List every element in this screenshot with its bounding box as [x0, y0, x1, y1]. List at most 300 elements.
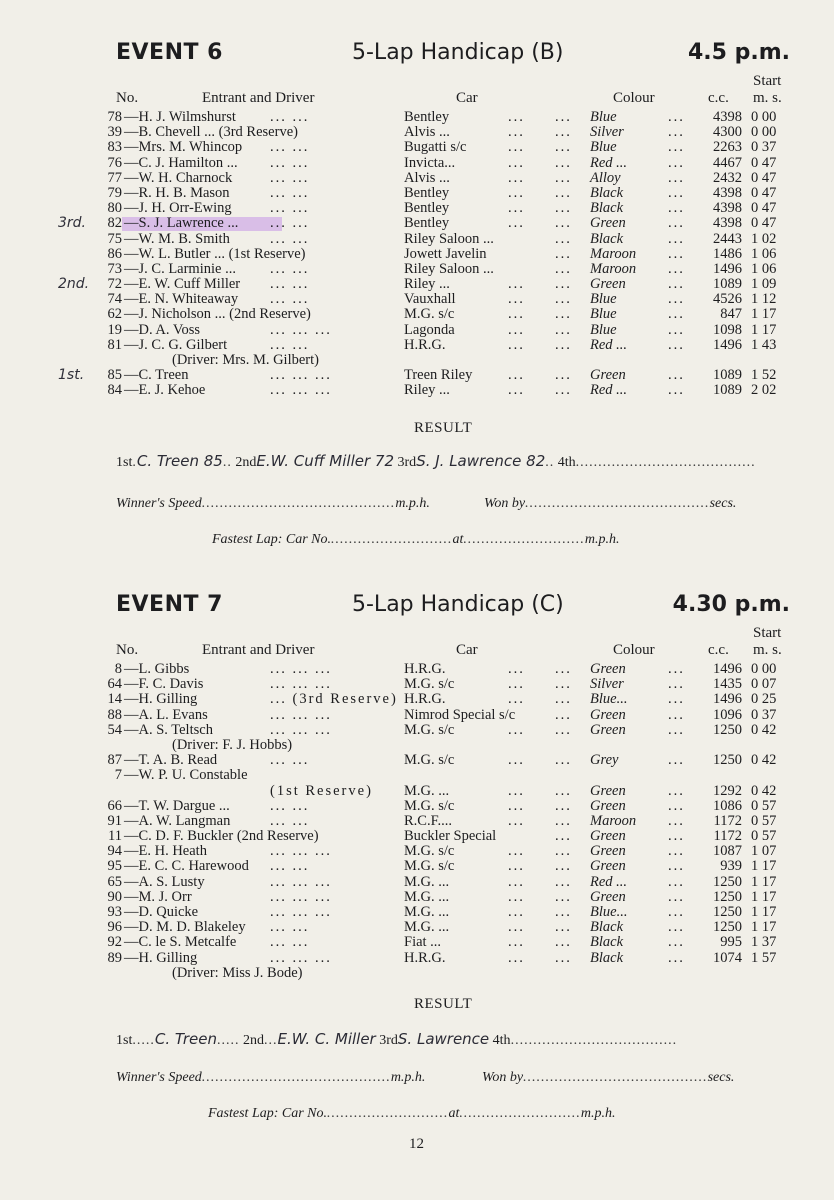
entry-number: 84 [107, 382, 122, 399]
leader-dots: ... [668, 949, 685, 966]
leader-dots: ... [508, 843, 525, 860]
fastest-lap-label: Fastest Lap: Car No. [212, 532, 332, 547]
car-colour: Maroon [590, 245, 637, 262]
entrant-name: —W. H. Charnock [124, 169, 233, 186]
entry-number: 66 [107, 797, 122, 814]
start-time: 1 52 [751, 367, 777, 384]
car-colour: Green [590, 828, 626, 845]
start-time: 0 47 [751, 184, 777, 201]
leader-dots: ... ... [270, 797, 310, 814]
start-time: 1 06 [751, 245, 777, 262]
event-6-result-title: RESULT [414, 420, 473, 436]
entry-number: 96 [107, 919, 122, 936]
engine-cc: 995 [720, 934, 742, 951]
leader-dots: ... [668, 230, 685, 247]
engine-cc: 4300 [713, 124, 742, 141]
table-row [0, 156, 834, 171]
leader-dots: ... [668, 812, 685, 829]
car-colour: Red ... [590, 382, 628, 399]
leader-dots: ... [668, 858, 685, 875]
leader-dots: ... [668, 904, 685, 921]
entry-number: 94 [107, 843, 122, 860]
third-label: 3rd [397, 455, 417, 470]
engine-cc: 4398 [713, 109, 742, 125]
leader-dots: ... [555, 321, 572, 338]
leader-dots: ... [555, 124, 572, 141]
table-row [0, 247, 834, 262]
leader-dots: ... [508, 919, 525, 936]
leader-dots: ... [555, 752, 572, 769]
engine-cc: 1496 [713, 661, 742, 677]
leader-dots: ... [668, 843, 685, 860]
leader-dots: ... [555, 661, 572, 677]
car-colour: Green [590, 797, 626, 814]
leader-dots: ... [555, 169, 572, 186]
table-row [0, 723, 834, 753]
leader-dots: ... [555, 828, 572, 845]
leader-dots: ... [508, 949, 525, 966]
first-label: 1st [116, 1033, 133, 1048]
car-name: Riley Saloon ... [404, 260, 494, 277]
engine-cc: 1086 [713, 797, 742, 814]
leader-dots: ... ... [270, 276, 310, 293]
leader-dots: ... [668, 873, 685, 890]
engine-cc: 4526 [713, 291, 742, 308]
car-name: M.G. s/c [404, 721, 455, 738]
event-6-section [0, 40, 834, 399]
leader-dots: ... [668, 154, 685, 171]
leader-dots: ... [508, 200, 525, 217]
car-colour: Red ... [590, 154, 628, 171]
engine-cc: 4398 [713, 200, 742, 217]
start-time: 1 09 [751, 276, 777, 293]
start-time: 0 42 [751, 752, 777, 769]
leader-dots: ... ... [270, 169, 310, 186]
leader-dots: ... [508, 873, 525, 890]
leader-dots: ... ... ... [270, 367, 332, 384]
leader-dots: ... ... ... [270, 676, 332, 693]
leader-dots: ... [555, 184, 572, 201]
leader-dots: ... [555, 949, 572, 966]
car-name: M.G. s/c [404, 843, 455, 860]
car-colour: Blue [590, 321, 617, 338]
entry-number: 54 [107, 721, 122, 738]
driver-note: (Driver: Mrs. M. Gilbert) [172, 352, 319, 368]
start-time: 0 07 [751, 676, 777, 693]
entrant-name: —J. Nicholson ... (2nd Reserve) [124, 306, 311, 323]
event-6-title: EVENT 6 [116, 40, 223, 65]
leader-dots: ... [508, 276, 525, 293]
entrant-name: —H. Gilling [124, 949, 198, 966]
leader-dots: ... [508, 888, 525, 905]
entrant-name: —W. M. B. Smith [124, 230, 230, 247]
entry-number: 80 [107, 200, 122, 217]
entry-number: 85 [107, 367, 122, 384]
leader-dots: ... ... [270, 109, 310, 125]
entry-number: 79 [107, 184, 122, 201]
entrant-name: —A. S. Teltsch [124, 721, 213, 738]
leader-dots: ... [668, 336, 685, 353]
entrant-name: —D. M. D. Blakeley [124, 919, 246, 936]
table-row [0, 875, 834, 890]
leader-dots: ... ... [270, 934, 310, 951]
start-time: 1 17 [751, 858, 777, 875]
leader-dots: ... [555, 291, 572, 308]
event-7-column-headers [0, 625, 834, 662]
entry-number: 19 [107, 321, 122, 338]
entry-number: 95 [107, 858, 122, 875]
event-6-entry-list [0, 110, 834, 399]
leader-dots: ... [508, 782, 525, 799]
engine-cc: 1292 [713, 782, 742, 799]
start-time: 1 12 [751, 291, 777, 308]
car-name: Riley Saloon ... [404, 230, 494, 247]
leader-dots: ... [668, 691, 685, 708]
event-7-section [0, 592, 834, 981]
car-name: Treen Riley [404, 367, 473, 384]
engine-cc: 1098 [713, 321, 742, 338]
won-by-label: Won by [484, 496, 526, 511]
leader-dots: ... [668, 184, 685, 201]
entry-number: 7 [114, 767, 122, 784]
start-time: 0 37 [751, 706, 777, 723]
engine-cc: 1250 [713, 919, 742, 936]
event-7-result-title: RESULT [414, 996, 473, 1012]
leader-dots: ... [555, 691, 572, 708]
entrant-name: —B. Chevell ... (3rd Reserve) [124, 124, 298, 141]
entry-number: 8 [114, 661, 122, 677]
leader-dots: ... [668, 321, 685, 338]
leader-dots: ... [508, 797, 525, 814]
car-name: Bentley [404, 215, 450, 232]
table-row [0, 125, 834, 140]
entry-number: 78 [107, 109, 122, 125]
handwritten-placing: 1st. [58, 367, 85, 384]
entry-number: 39 [107, 124, 122, 141]
entry-number: 77 [107, 169, 122, 186]
car-name: M.G. s/c [404, 306, 455, 323]
start-time: 0 47 [751, 169, 777, 186]
header-colour: Colour [613, 90, 655, 106]
car-colour: Grey [590, 752, 619, 769]
mph-label-2: m.p.h. [580, 1106, 616, 1121]
leader-dots: ... ... ... [270, 873, 332, 890]
table-row [0, 799, 834, 814]
leader-dots: ... [508, 154, 525, 171]
leader-dots: ... [508, 382, 525, 399]
leader-dots: ... [508, 321, 525, 338]
engine-cc: 1172 [713, 828, 742, 845]
car-name: H.R.G. [404, 336, 446, 353]
table-row [0, 201, 834, 216]
car-name: Alvis ... [404, 124, 450, 141]
header-colour: Colour [613, 642, 655, 658]
table-row [0, 338, 834, 368]
at-label: at [452, 532, 464, 547]
car-colour: Maroon [590, 812, 637, 829]
event-7-fastest-lap: Fastest Lap: Car No............................at...........................m.p.h. [208, 1106, 616, 1121]
leader-dots: ... ... ... [270, 904, 332, 921]
table-row [0, 905, 834, 920]
car-name: Bentley [404, 200, 450, 217]
leader-dots: ... [508, 139, 525, 156]
car-colour: Blue [590, 139, 617, 156]
leader-dots: ... ... [270, 230, 310, 247]
car-name: R.C.F.... [404, 812, 452, 829]
car-colour: Blue [590, 306, 617, 323]
header-ms: m. s. [753, 90, 782, 106]
leader-dots: ... [555, 336, 572, 353]
leader-dots: ... [668, 215, 685, 232]
header-car: Car [456, 90, 478, 106]
table-row [0, 277, 834, 292]
car-colour: Silver [590, 124, 624, 141]
start-time: 1 37 [751, 934, 777, 951]
table-row [0, 814, 834, 829]
start-time: 1 17 [751, 888, 777, 905]
leader-dots: ... ... [270, 139, 310, 156]
page-number: 12 [409, 1136, 424, 1152]
leader-dots: ... [555, 245, 572, 262]
event-7-won-by: Won by.........................................secs. [482, 1070, 735, 1085]
car-colour: Blue... [590, 904, 628, 921]
engine-cc: 4398 [713, 184, 742, 201]
entrant-name: —W. L. Butler ... (1st Reserve) [124, 245, 306, 262]
start-time: 0 47 [751, 215, 777, 232]
table-row [0, 662, 834, 677]
leader-dots: ... [555, 888, 572, 905]
leader-dots: ... [508, 676, 525, 693]
car-colour: Black [590, 230, 624, 247]
engine-cc: 1496 [713, 691, 742, 708]
event-7-time: 4.30 p.m. [672, 592, 790, 617]
leader-dots: ... [555, 843, 572, 860]
first-label: 1st [116, 455, 133, 470]
entrant-name: —A. S. Lusty [124, 873, 205, 890]
leader-dots: ... [508, 752, 525, 769]
car-colour: Green [590, 782, 626, 799]
car-colour: Red ... [590, 873, 628, 890]
car-name: M.G. s/c [404, 858, 455, 875]
car-name: Jowett Javelin [404, 245, 487, 262]
header-no: No. [116, 90, 139, 106]
leader-dots: ... [555, 367, 572, 384]
car-name: Bentley [404, 109, 450, 125]
engine-cc: 1250 [713, 904, 742, 921]
leader-dots: ... [508, 812, 525, 829]
car-name: M.G. s/c [404, 752, 455, 769]
table-row [0, 216, 834, 231]
entry-number: 89 [107, 949, 122, 966]
event-7-winner-speed: Winner's Speed..........................................m.p.h. [116, 1070, 426, 1085]
header-cc: c.c. [708, 642, 729, 658]
leader-dots: ... [668, 109, 685, 125]
start-time: 1 06 [751, 260, 777, 277]
start-time: 0 37 [751, 139, 777, 156]
leader-dots: ... [555, 934, 572, 951]
event-6-placings: 1st.C. Treen 85.. 2ndE.W. Cuff Miller 72 3rdS. J. Lawrence 82.. 4th........................................ [116, 452, 756, 470]
entrant-name: —H. Gilling [124, 691, 198, 708]
engine-cc: 4398 [713, 215, 742, 232]
entrant-name: —H. J. Wilmshurst [124, 109, 236, 125]
entrant-name: —E. N. Whiteaway [124, 291, 239, 308]
leader-dots: ... [668, 797, 685, 814]
car-name: Alvis ... [404, 169, 450, 186]
event-6-winner-speed: Winner's Speed...........................................m.p.h. [116, 496, 430, 511]
engine-cc: 1250 [713, 873, 742, 890]
entrant-name: —C. J. Hamilton ... [124, 154, 238, 171]
car-colour: Maroon [590, 260, 637, 277]
leader-dots: ... [508, 904, 525, 921]
start-time: 0 00 [751, 124, 777, 141]
start-time: 1 17 [751, 904, 777, 921]
engine-cc: 1250 [713, 721, 742, 738]
table-row [0, 920, 834, 935]
leader-dots: ... [668, 752, 685, 769]
entrant-name: —M. J. Orr [124, 888, 192, 905]
engine-cc: 2443 [713, 230, 742, 247]
entrant-name: —L. Gibbs [124, 661, 190, 677]
third-place: S. Lawrence [397, 1030, 490, 1048]
leader-dots: ... [555, 215, 572, 232]
winner-speed-label: Winner's Speed [116, 496, 202, 511]
car-colour: Green [590, 706, 626, 723]
car-colour: Black [590, 919, 624, 936]
table-row [0, 890, 834, 905]
start-time: 1 17 [751, 306, 777, 323]
car-name: H.R.G. [404, 661, 446, 677]
start-time: 1 17 [751, 919, 777, 936]
leader-dots: ... ... ... [270, 721, 332, 738]
car-name: M.G. ... [404, 888, 450, 905]
at-label: at [448, 1106, 460, 1121]
entry-number: 82 [107, 215, 122, 232]
table-row [0, 844, 834, 859]
car-colour: Green [590, 367, 626, 384]
leader-dots: ... [555, 797, 572, 814]
leader-dots: ... ... [270, 215, 310, 232]
first-place: C. Treen 85 [136, 452, 223, 470]
leader-dots: ... ... [270, 184, 310, 201]
entrant-name: —E. J. Kehoe [124, 382, 206, 399]
car-name: M.G. ... [404, 904, 450, 921]
third-label: 3rd [379, 1033, 398, 1048]
event-7-entry-list [0, 662, 834, 981]
car-name: Bentley [404, 184, 450, 201]
leader-dots: ... [668, 888, 685, 905]
start-time: 1 43 [751, 336, 777, 353]
car-name: M.G. ... [404, 782, 450, 799]
handwritten-placing: 2nd. [58, 276, 90, 293]
header-entrant: Entrant and Driver [202, 90, 315, 106]
car-colour: Green [590, 215, 626, 232]
leader-dots: ... [668, 919, 685, 936]
start-time: 1 17 [751, 321, 777, 338]
leader-dots: ... [508, 661, 525, 677]
car-colour: Green [590, 721, 626, 738]
entrant-name: —T. W. Dargue ... [124, 797, 230, 814]
entry-number: 91 [107, 812, 122, 829]
leader-dots: ... [668, 169, 685, 186]
car-colour: Green [590, 888, 626, 905]
event-6-header [0, 40, 834, 80]
car-colour: Silver [590, 676, 624, 693]
leader-dots: ... [555, 904, 572, 921]
second-place: E.W. C. Miller [277, 1030, 376, 1048]
start-time: 2 02 [751, 382, 777, 399]
start-time: 0 42 [751, 721, 777, 738]
start-time: 0 00 [751, 661, 777, 677]
start-time: 0 57 [751, 812, 777, 829]
start-time: 0 57 [751, 797, 777, 814]
start-time: 0 47 [751, 200, 777, 217]
leader-dots: ... ... ... [270, 321, 332, 338]
fastest-lap-label: Fastest Lap: Car No. [208, 1106, 328, 1121]
table-row [0, 951, 834, 981]
table-row [0, 784, 834, 799]
second-label: 2nd [242, 1033, 264, 1048]
entry-number: 73 [107, 260, 122, 277]
event-6-time: 4.5 p.m. [687, 40, 790, 65]
engine-cc: 2263 [713, 139, 742, 156]
engine-cc: 1096 [713, 706, 742, 723]
entrant-name: —T. A. B. Read [124, 752, 218, 769]
car-colour: Black [590, 200, 624, 217]
car-colour: Alloy [590, 169, 621, 186]
entrant-name: —W. P. U. Constable [124, 767, 248, 784]
header-ms: m. s. [753, 642, 782, 658]
table-row [0, 935, 834, 950]
first-place: C. Treen [154, 1030, 217, 1048]
mph-label-2: m.p.h. [584, 532, 620, 547]
second-place: E.W. Cuff Miller 72 [256, 452, 395, 470]
second-label: 2nd [235, 455, 257, 470]
leader-dots: ... ... [270, 154, 310, 171]
table-row [0, 708, 834, 723]
won-by-label: Won by [482, 1070, 524, 1085]
leader-dots: ... [668, 124, 685, 141]
fourth-label: 4th [557, 455, 576, 470]
leader-dots: ... [555, 306, 572, 323]
leader-dots: ... ... [270, 291, 310, 308]
table-row [0, 110, 834, 125]
engine-cc: 847 [720, 306, 742, 323]
entrant-name: —R. H. B. Mason [124, 184, 230, 201]
leader-dots: ... [555, 382, 572, 399]
leader-dots: ... [508, 291, 525, 308]
start-time: 0 25 [751, 691, 777, 708]
entry-number: 93 [107, 904, 122, 921]
leader-dots: ... ... ... [270, 843, 332, 860]
leader-dots: ... [555, 260, 572, 277]
table-row [0, 859, 834, 874]
leader-dots: ... [555, 200, 572, 217]
table-row [0, 140, 834, 155]
entry-number: 81 [107, 336, 122, 353]
leader-dots: ... ... [270, 919, 310, 936]
table-row [0, 829, 834, 844]
leader-dots: ... [508, 306, 525, 323]
header-start: Start [753, 625, 782, 641]
leader-dots: ... [668, 782, 685, 799]
leader-dots: ... [668, 245, 685, 262]
entrant-name: —A. W. Langman [124, 812, 231, 829]
winner-speed-label: Winner's Speed [116, 1070, 202, 1085]
leader-dots: ... [668, 676, 685, 693]
leader-dots: ... ... ... [270, 888, 332, 905]
car-colour: Green [590, 276, 626, 293]
leader-dots: ... [668, 291, 685, 308]
